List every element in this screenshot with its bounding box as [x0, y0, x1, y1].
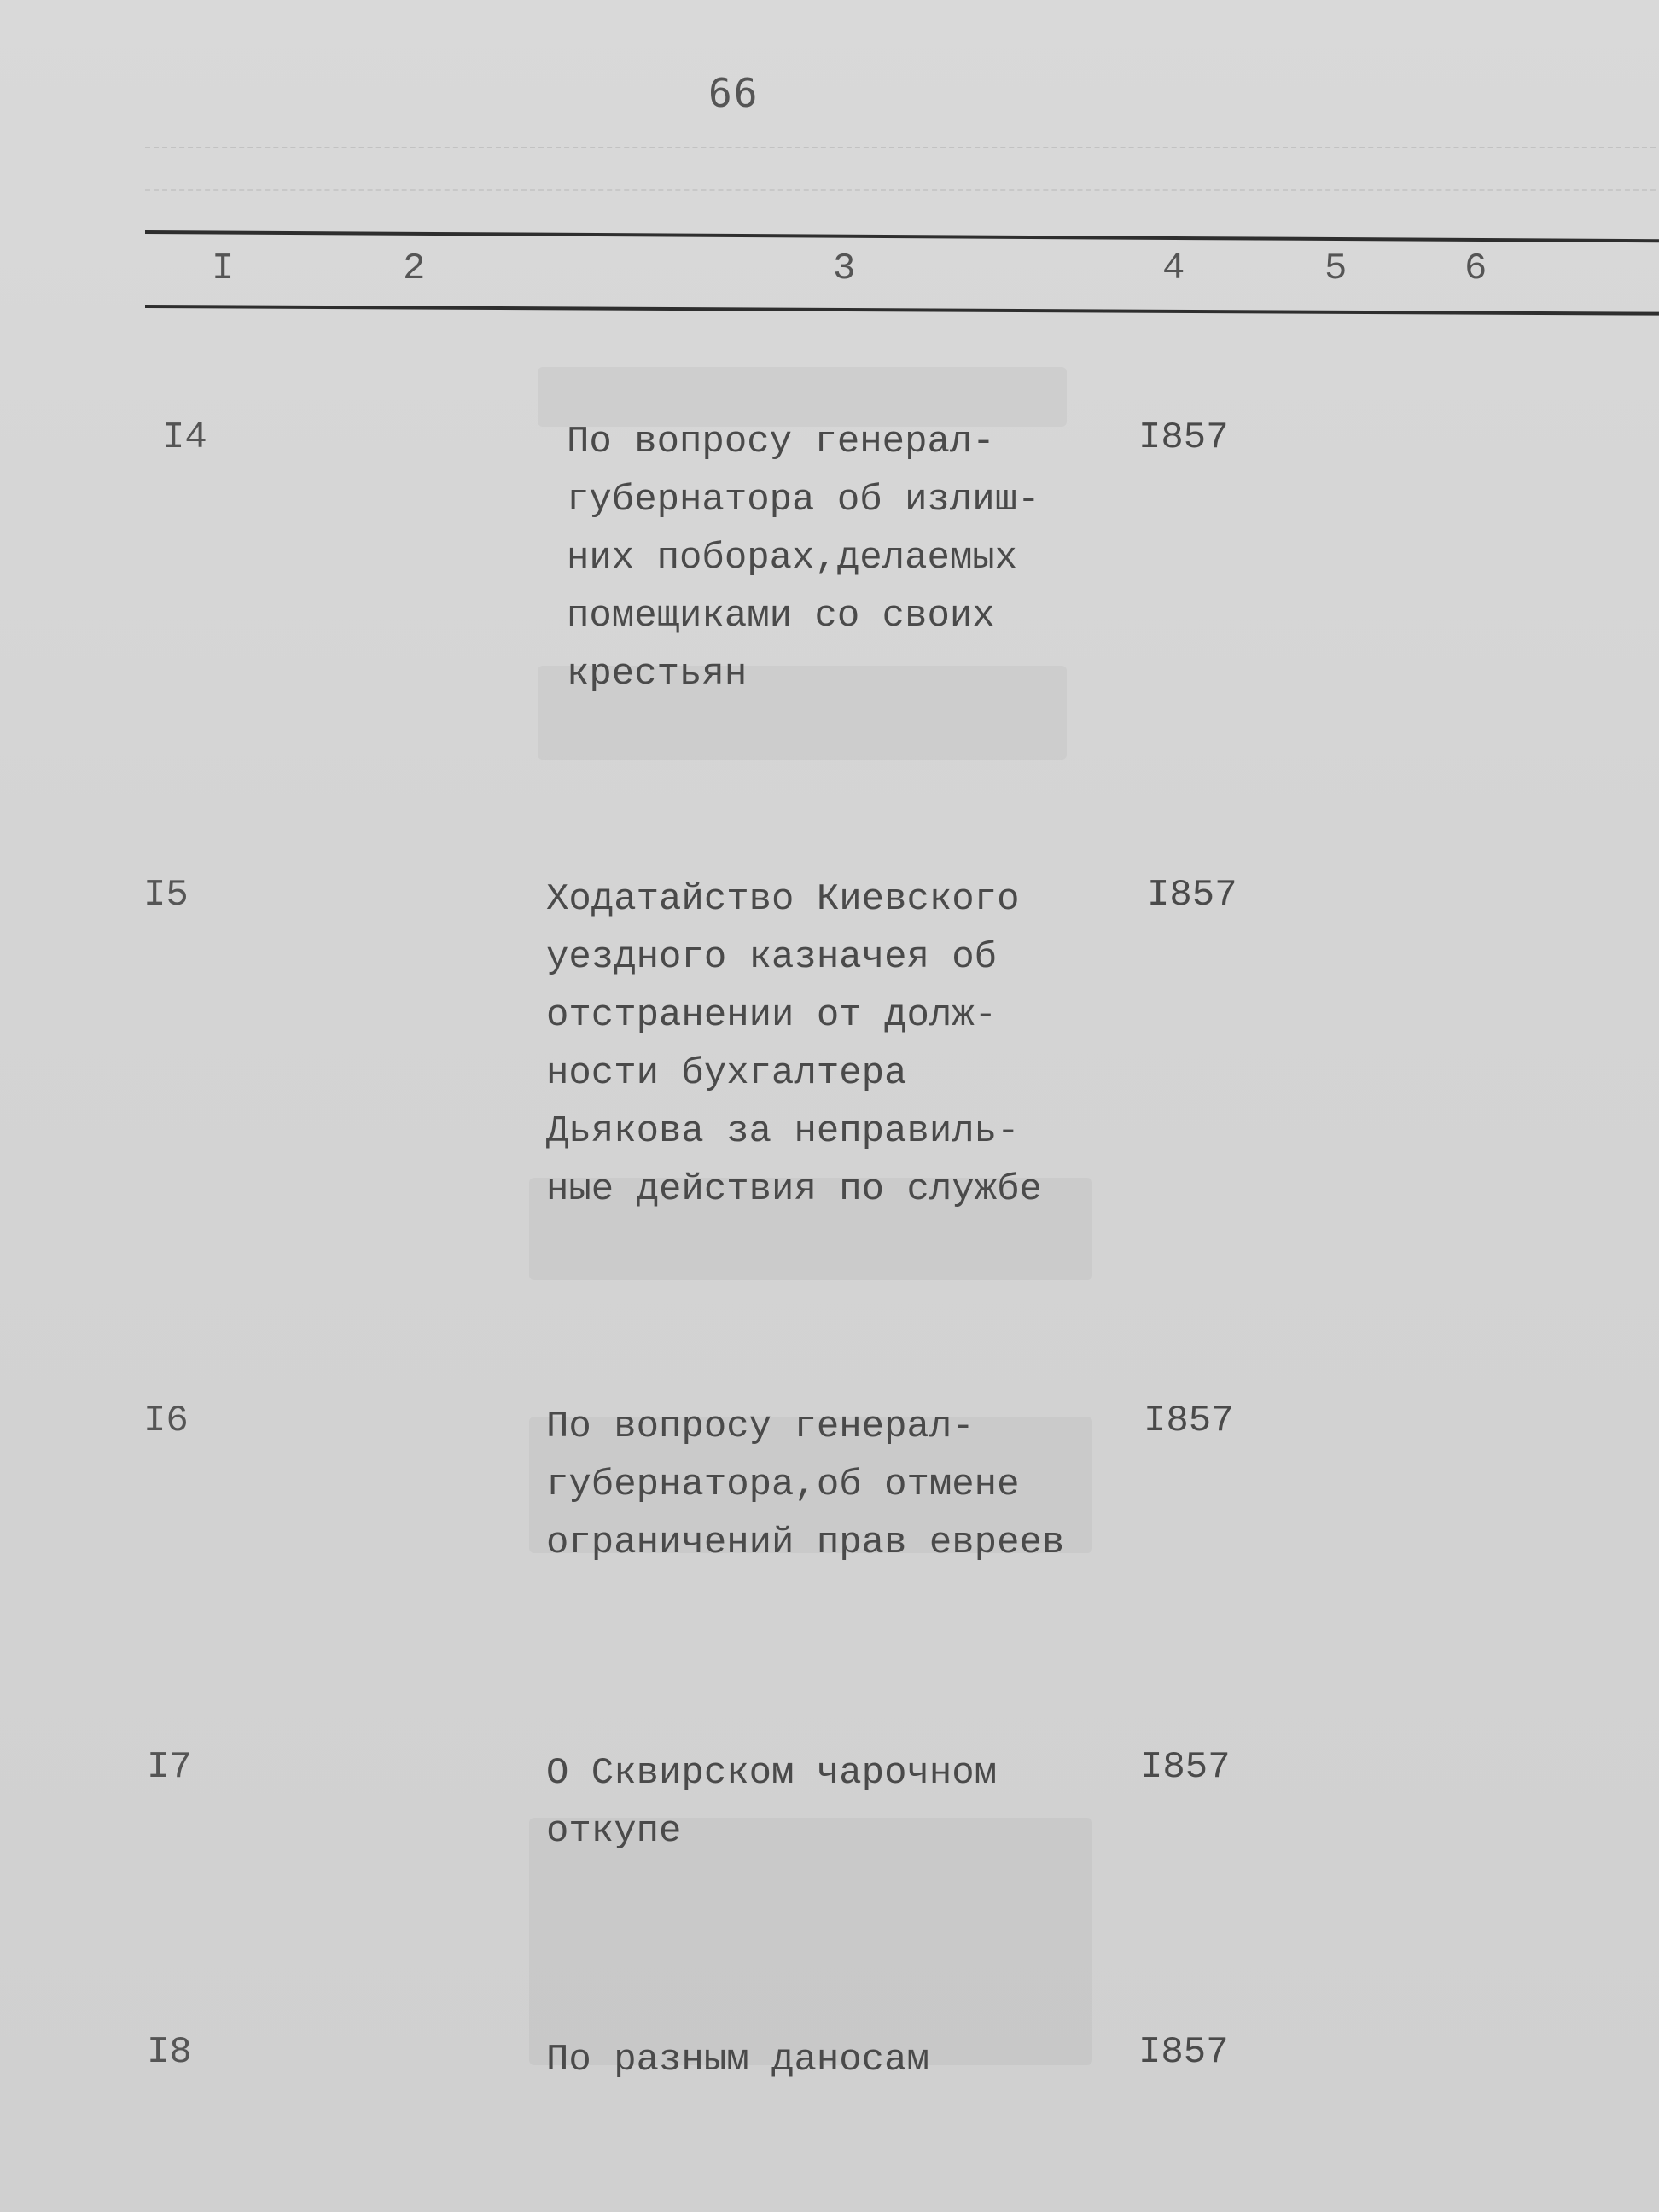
page-number: 66 [708, 70, 760, 116]
table-row-year: I857 [1144, 1400, 1234, 1442]
column-header-4: 4 [1162, 247, 1185, 290]
table-row-title: По разным даносам [546, 2039, 929, 2081]
column-header-1: I [212, 247, 235, 290]
column-header-2: 2 [403, 247, 426, 290]
table-header-bottom-rule [145, 305, 1659, 316]
table-row-number: I8 [147, 2031, 192, 2074]
table-row-number: I5 [143, 874, 189, 917]
column-header-5: 5 [1324, 247, 1348, 290]
table-header-top-rule [145, 230, 1659, 242]
table-row-year: I857 [1138, 416, 1229, 459]
table-row-number: I6 [143, 1400, 189, 1442]
bleed-through-line [145, 147, 1656, 148]
column-header-3: 3 [833, 247, 856, 290]
column-header-6: 6 [1464, 247, 1487, 290]
table-row-title: О Сквирском чарочном откупе [546, 1752, 998, 1853]
bleed-through-line [145, 189, 1656, 191]
table-row-year: I857 [1140, 1746, 1231, 1789]
table-row-year: I857 [1147, 874, 1237, 917]
table-row-number: I4 [162, 416, 207, 459]
table-row-number: I7 [147, 1746, 192, 1789]
table-row-title: Ходатайство Киевского уездного казначея об отстранении от долж- ности бухгалтера Дьякова за неправиль- ные действия по службе [546, 878, 1042, 1211]
table-row-year: I857 [1138, 2031, 1229, 2074]
table-row-title: По вопросу генерал- губернатора,об отмене ограничений прав евреев [546, 1406, 1065, 1564]
table-row-title: По вопросу генерал- губернатора об излиш- них поборах,делаемых помещиками со своих крестьян [567, 421, 1040, 696]
